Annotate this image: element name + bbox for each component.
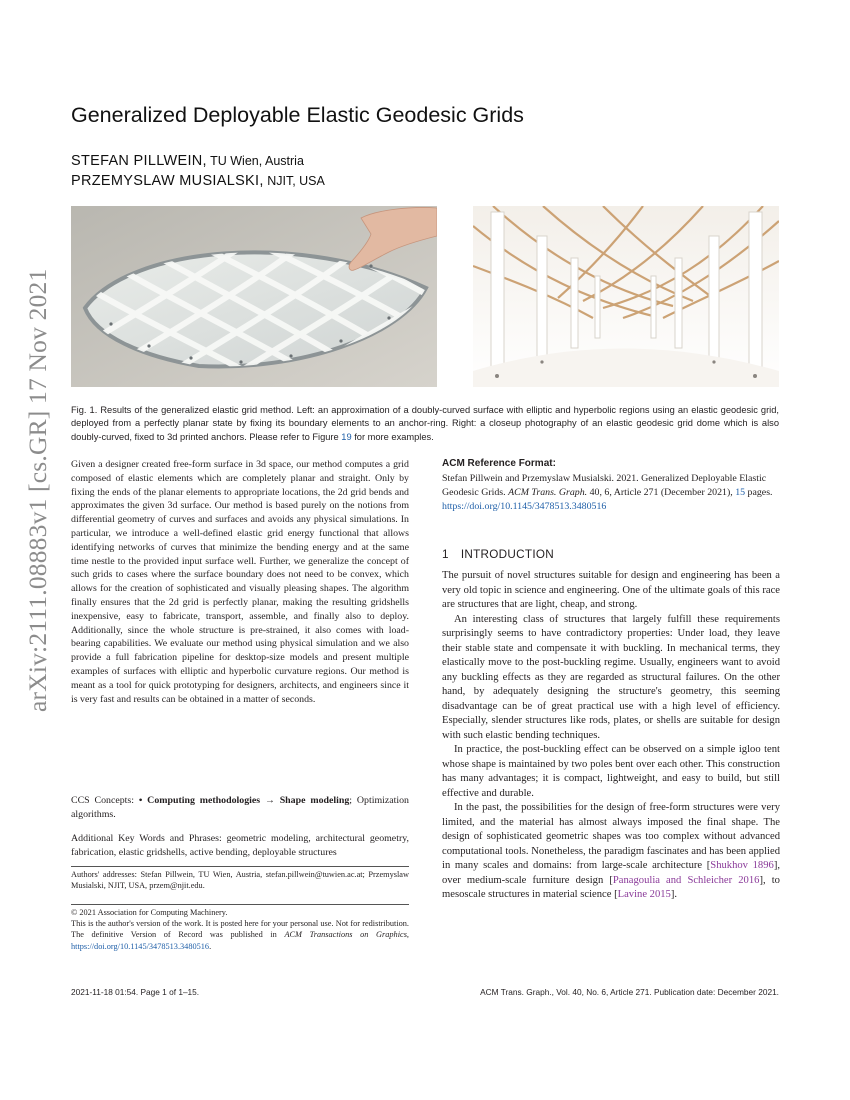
acm-reference-text3: pages. xyxy=(745,486,773,498)
acm-reference-journal: ACM Trans. Graph. xyxy=(508,486,588,498)
ccs-prefix: CCS Concepts: xyxy=(71,795,139,806)
paragraph-text: ], to mesoscale structures in material science [ xyxy=(442,874,780,900)
introduction-body xyxy=(442,569,780,903)
paragraph xyxy=(442,801,780,903)
section-heading xyxy=(442,548,554,561)
acm-reference-pages-link[interactable]: 15 xyxy=(735,486,746,498)
citation-link[interactable]: Panagoulia and Schleicher 2016 xyxy=(612,874,760,886)
footer-left: 2021-11-18 01:54. Page 1 of 1–15. xyxy=(71,987,200,997)
divider xyxy=(71,866,409,867)
abstract-text: Given a designer created free-form surface in 3d space, our method computes a grid composed of elastic elements which are completely planar and straight. Only by fixing the ends of the planar elements to appropriate locations, the 2d grid bends and approximates the given 3d surface. Our method is based purely on the notions from differential geometry of curves and surfaces and avoids any physical simulations. In particular, we introduce a well-defined elastic grid energy functional that allows identifying networks of curves that minimize the bending energy and at the same time nestle to the provided input surface well. Further, we generalize the concept of such grids to cases where the surface boundary does not need to be convex, which allows for the creation of sophisticated and visually pleasing shapes. The algorithm finally ensures that the 2d grid is perfectly planar, making the resulting gridshells inexpensive, easy to fabricate, transport, assemble, and finally also to deploy. Additionally, since the whole structure is pre-strained, it also comes with load-bearing capabilities. We evaluate our method using physical simulation and we also provide a full fabrication pipeline for desktop-size models and present multiple examples of surfaces with elliptic and hyperbolic curvature regions. Our method is meant as a tool for quick prototyping for designers, architects, and engineers since it is very fast and results can be obtained in a matter of seconds. xyxy=(71,459,409,705)
ccs-bold: • Computing methodologies → Shape modeling xyxy=(138,795,350,806)
paragraph-text: ]. xyxy=(670,889,678,900)
citation-link[interactable]: Shukhov 1896 xyxy=(710,860,774,871)
paragraph: The pursuit of novel structures suitable for design and engineering has been a very old topic in science and engineering. One of the ultimate goals of this race are structures that are light, cheap, and strong. xyxy=(442,570,780,610)
acm-reference-text: Stefan Pillwein and Przemyslaw Musialski. 2021. Generalized Deployable Elastic Geodesic Grids. xyxy=(442,473,767,498)
footer-right: ACM Trans. Graph., Vol. 40, No. 6, Article 271. Publication date: December 2021. xyxy=(480,987,779,997)
ccs-suffix: ; Optimization algorithms. xyxy=(71,795,409,820)
figure-reference-link[interactable]: 19 xyxy=(341,431,352,442)
copyright-doi-link[interactable]: https://doi.org/10.1145/3478513.3480516 xyxy=(71,941,210,951)
citation-link[interactable]: Lavine 2015 xyxy=(617,889,671,900)
figure-left-photo xyxy=(71,206,437,387)
keywords-text: Additional Key Words and Phrases: geometric modeling, architectural geometry, fabrication, elastic gridshells, active bending, deployable structures xyxy=(71,833,409,858)
paragraph: In practice, the post-buckling effect can be observed on a simple igloo tent whose shape is maintained by two poles bent over each other. This construction has many advantages; it is compact, lightweight, and easy to build, but still effective and durable. xyxy=(442,744,780,799)
paragraph-text: In the past, the possibilities for the design of free-form structures were very limited, and the material has almost always imposed the final shape. The design of sophisticated geometric shapes was too complex without advanced computational tools. Nonetheless, the paradigm fascinates and has been applied in many scales and domains: from large-scale architecture [ xyxy=(442,802,780,871)
author-name: STEFAN PILLWEIN, xyxy=(71,153,207,169)
author-affiliation: TU Wien, Austria xyxy=(210,154,304,168)
acm-reference xyxy=(442,472,780,513)
copyright-journal: ACM Transactions on Graphics xyxy=(284,930,407,940)
figure-right-photo xyxy=(473,206,779,387)
caption-text-end: for more examples. xyxy=(351,431,434,442)
caption-text: Fig. 1. Results of the generalized elastic grid method. Left: an approximation of a doubly-curved surface with elliptic and hyperbolic regions using an elastic geodesic grid, deployed from a perfectly planar state by fixing its boundary elements to an anchor-ring. Right: a closeup photography of an elastic geodesic grid dome which is also doubly-curved, fixed to 3d printed anchors. Please refer to Figure xyxy=(71,405,779,442)
addresses-text: Authors' addresses: Stefan Pillwein, TU Wien, Austria, stefan.pillwein@tuwien.ac.at; Przemyslaw Musialski, NJIT, USA, przem@njit.edu. xyxy=(71,870,409,891)
section-title: INTRODUCTION xyxy=(460,548,555,561)
arxiv-stamp: arXiv:2111.08883v1 [cs.GR] 17 Nov 2021 xyxy=(23,268,52,712)
abstract xyxy=(71,458,409,706)
divider xyxy=(71,904,409,905)
ccs-concepts xyxy=(71,794,409,822)
author-name: PRZEMYSLAW MUSIALSKI, xyxy=(71,173,264,189)
copyright-sep: , xyxy=(406,930,409,940)
copyright-line1: © 2021 Association for Computing Machinery. xyxy=(71,908,228,917)
acm-reference-text2: 40, 6, Article 271 (December 2021), xyxy=(587,486,736,498)
author-affiliation: NJIT, USA xyxy=(267,174,325,188)
copyright-end: . xyxy=(209,941,212,951)
paragraph: An interesting class of structures that largely fulfill these requirements surprisingly seems to have contradictory properties: Under load, they leave their stable state and compensate it with buckling. In mechanical terms, they elastically move to the post-buckling regime. Usually, engineers want to avoid any buckling effects as they are regarded as structural failures. On the other hand, by adequately designing the structure's geometry, this seeming disadvantage can be of great practical use with a high level of efficiency. Especially, slender structures like rods, plates, or shells are suitable for design with such elastic bending techniques. xyxy=(442,613,780,741)
author-addresses xyxy=(71,869,409,891)
section-number: 1 xyxy=(442,548,449,561)
acm-reference-heading: ACM Reference Format: xyxy=(442,458,556,469)
figure-caption xyxy=(71,404,779,444)
author-line xyxy=(71,173,325,189)
paragraph-text: ], over medium-scale furniture design [ xyxy=(442,860,781,886)
copyright-notice xyxy=(71,907,409,952)
author-line xyxy=(71,153,304,169)
acm-reference-doi-link[interactable]: https://doi.org/10.1145/3478513.3480516 xyxy=(442,500,607,512)
paper-title: Generalized Deployable Elastic Geodesic Grids xyxy=(71,103,524,127)
keywords xyxy=(71,832,409,860)
copyright-line2: This is the author's version of the work. It is posted here for your personal use. Not for redistribution. The definitive Version of Record was published in xyxy=(71,919,409,940)
